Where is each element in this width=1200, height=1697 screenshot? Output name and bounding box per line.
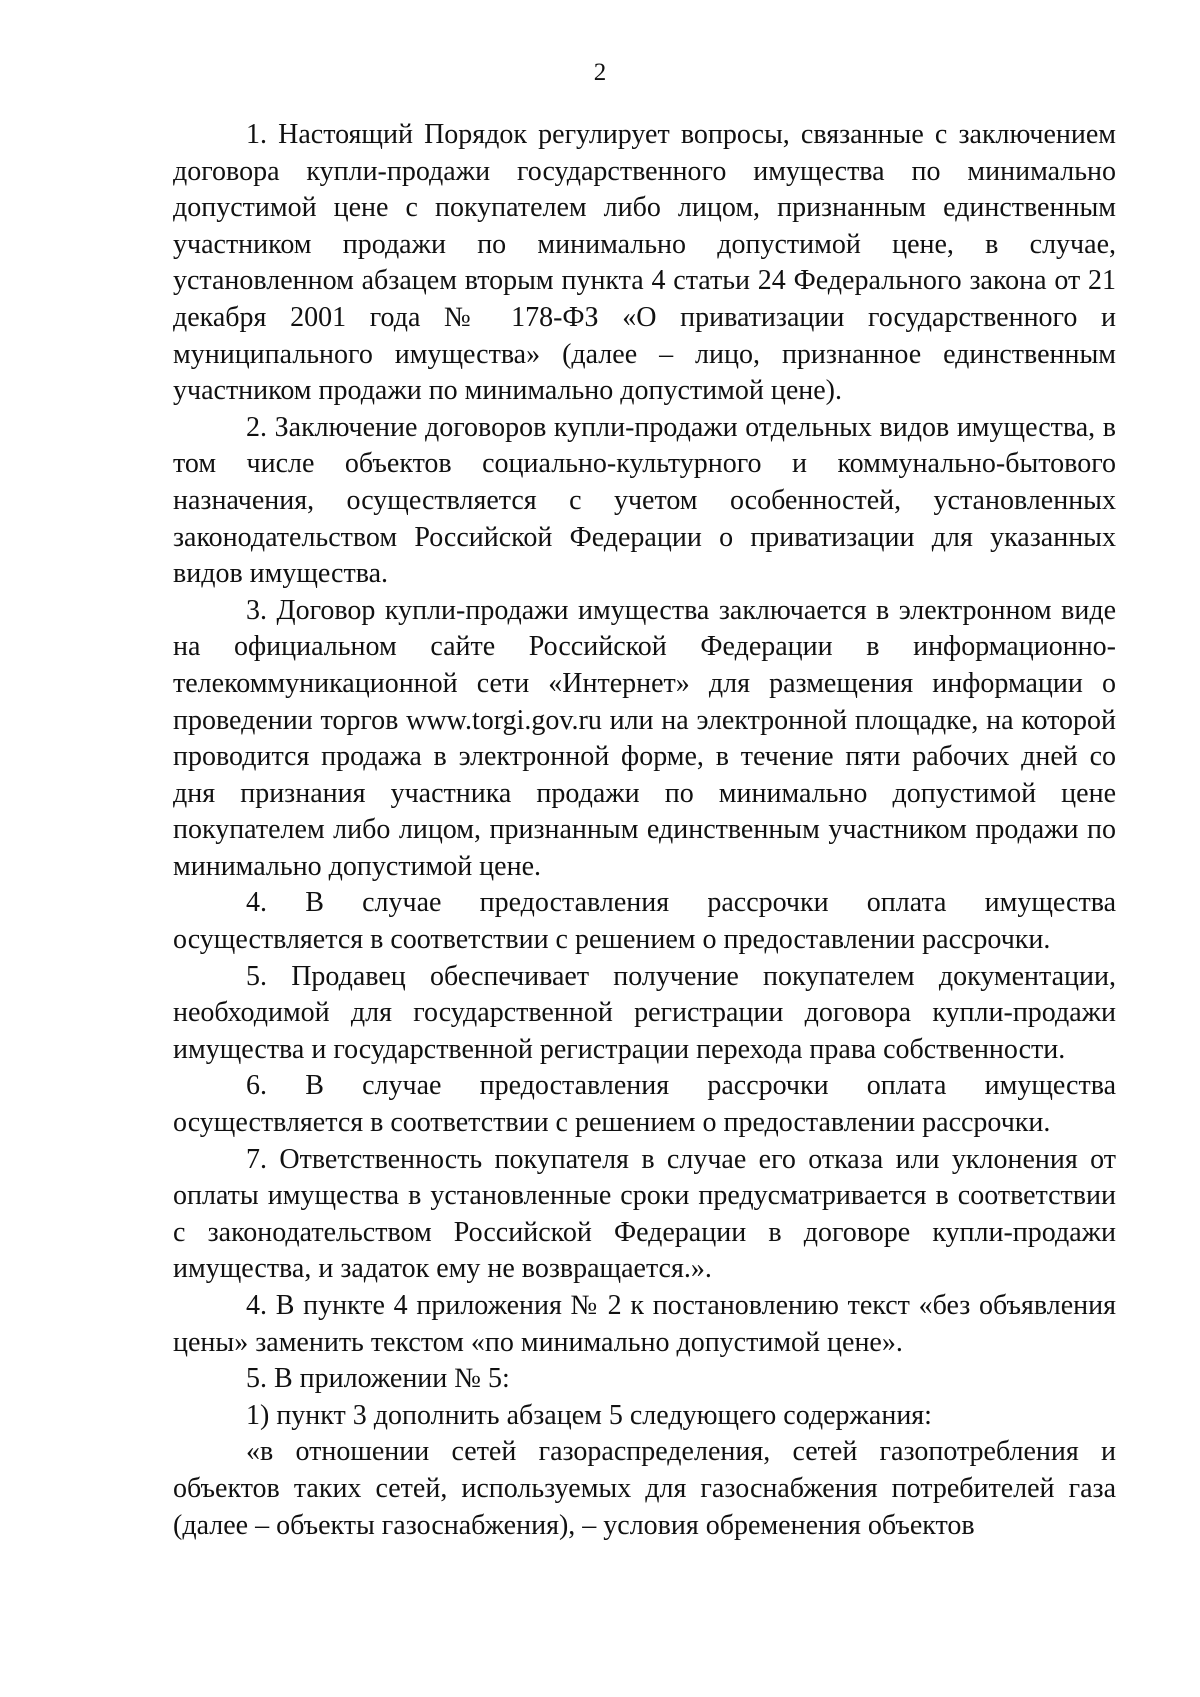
- paragraph-6-installment: 6. В случае предоставления рассрочки оплата имущества осуществляется в соответствии с решением о предоставлении рассрочки.: [173, 1070, 1116, 1139]
- page-number: 2: [593, 59, 607, 86]
- amendment-5-item-1: 1) пункт 3 дополнить абзацем 5 следующего содержания:: [246, 1399, 932, 1431]
- paragraph-4-installment: 4. В случае предоставления рассрочки оплата имущества осуществляется в соответствии с решением о предоставлении рассрочки.: [173, 887, 1116, 956]
- document-body: [173, 117, 1116, 1544]
- amendment-5-appendix-5: 5. В приложении № 5:: [246, 1363, 510, 1395]
- amendment-4-appendix-2: 4. В пункте 4 приложения № 2 к постановлению текст «без объявления цены» заменить текстом «по минимально допустимой цене».: [173, 1290, 1116, 1358]
- amendment-5-quoted-text: «в отношении сетей газораспределения, сетей газопотребления и объектов таких сетей, используемых для газоснабжения потребителей газа (далее – объекты газоснабжения), – условия обременения объектов: [173, 1436, 1116, 1541]
- paragraph-5-documentation: 5. Продавец обеспечивает получение покупателем документации, необходимой для государственной регистрации договора купли-продажи имущества и государственной регистрации перехода права собственности.: [173, 960, 1116, 1065]
- paragraph-3-electronic-contract: 3. Договор купли-продажи имущества заключается в электронном виде на официальном сайте Российской Федерации в информационно-телекоммуникационной сети «Интернет» для размещения информации о проведении торгов www.torgi.gov.ru или на электронной площадке, на которой проводится продажа в электронной форме, в течение пяти рабочих дней со дня признания участника продажи по минимально допустимой цене покупателем либо лицом, признанным единственным участником продажи по минимально допустимой цене.: [173, 594, 1116, 882]
- paragraph-1-scope: 1. Настоящий Порядок регулирует вопросы, связанные с заключением договора купли-продажи государственного имущества по минимально допустимой цене с покупателем либо лицом, признанным единственным участником продажи по минимально допустимой цене, в случае, установленном абзацем вторым пункта 4 статьи 24 Федерального закона от 21 декабря 2001 года № 178-ФЗ «О приватизации государственного и муниципального имущества» (далее – лицо, признанное единственным участником продажи по минимально допустимой цене).: [173, 119, 1116, 407]
- paragraph-2-special-property: 2. Заключение договоров купли-продажи отдельных видов имущества, в том числе объектов социально-культурного и коммунально-бытового назначения, осуществляется с учетом особенностей, установленных законодательством Российской Федерации о приватизации для указанных видов имущества.: [173, 411, 1116, 590]
- paragraph-7-responsibility: 7. Ответственность покупателя в случае его отказа или уклонения от оплаты имущества в установленные сроки предусматривается в соответствии с законодательством Российской Федерации в договоре купли-продажи имущества, и задаток ему не возвращается.».: [173, 1143, 1116, 1285]
